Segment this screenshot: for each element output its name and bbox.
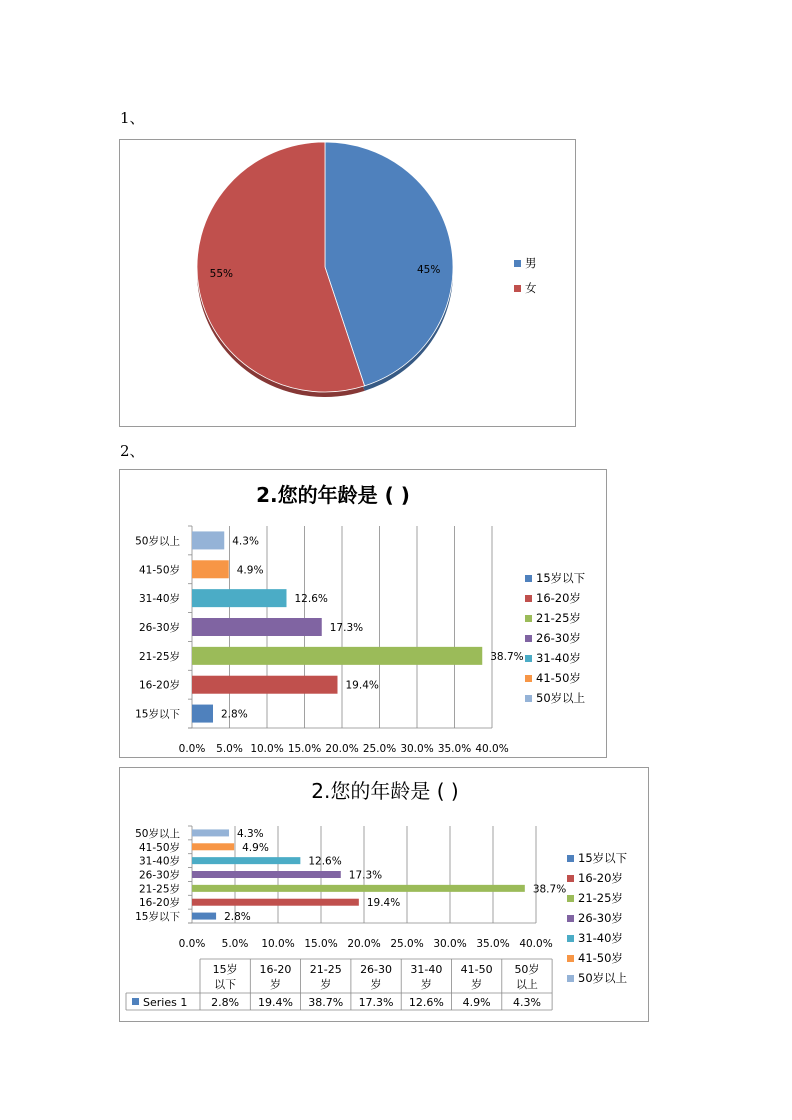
legend-label: 21-25岁 (578, 891, 623, 905)
legend-swatch (567, 895, 574, 902)
bar-31-40岁 (192, 857, 300, 864)
table-header: 岁 (320, 978, 332, 991)
x-tick-label: 5.0% (221, 938, 249, 950)
x-tick-label: 0.0% (178, 938, 206, 950)
legend-swatch (525, 695, 532, 702)
table-cell: 17.3% (358, 996, 394, 1009)
bar-data-label: 38.7% (532, 883, 567, 896)
legend-label: 26-30岁 (578, 911, 623, 925)
bar-15岁以下 (192, 913, 216, 920)
bar-data-label: 19.4% (345, 679, 379, 692)
table-header: 31-40 (410, 963, 443, 976)
x-tick-label: 10.0% (261, 938, 295, 950)
legend-label: 16-20岁 (578, 871, 623, 885)
table-cell: 4.9% (462, 996, 491, 1009)
bar-data-label: 2.8% (224, 911, 251, 924)
x-tick-label: 40.0% (475, 743, 509, 755)
bar-15岁以下 (192, 705, 213, 723)
bar-data-label: 4.3% (236, 827, 264, 840)
x-tick-label: 35.0% (437, 743, 472, 755)
bar-21-25岁 (192, 647, 482, 665)
bar-data-label: 4.9% (236, 564, 264, 577)
legend-label: 15岁以下 (536, 571, 586, 585)
table-cell: 12.6% (408, 996, 444, 1009)
table-header: 15岁 (212, 963, 238, 976)
table-cell: 19.4% (257, 996, 293, 1009)
legend-label: 15岁以下 (578, 851, 628, 865)
legend-label: 41-50岁 (578, 951, 623, 965)
table-header: 岁 (269, 978, 281, 991)
legend-label: 21-25岁 (536, 611, 581, 625)
x-tick-label: 35.0% (476, 938, 510, 950)
y-tick-label: 31-40岁 (138, 593, 180, 606)
bar-50岁以上 (192, 829, 229, 836)
legend-swatch (567, 855, 574, 862)
bar-data-label: 4.3% (232, 535, 259, 548)
x-tick-label: 25.0% (362, 743, 397, 755)
legend-swatch (525, 635, 532, 642)
chart-title: 2.您的年龄是 ( ) (256, 483, 410, 507)
bar-chart-2-frame (119, 767, 649, 1022)
x-tick-label: 10.0% (250, 743, 284, 755)
legend-label: 31-40岁 (536, 651, 581, 665)
bar-50岁以上 (192, 531, 224, 549)
legend-swatch (567, 915, 574, 922)
bar-data-label: 17.3% (329, 622, 364, 634)
y-tick-label: 41-50岁 (138, 564, 180, 577)
bar-data-label: 38.7% (490, 650, 524, 663)
bar-chart-1-frame (119, 469, 607, 758)
bar-21-25岁 (192, 885, 525, 892)
legend-swatch (525, 615, 532, 622)
section-number-1: 1、 (120, 109, 145, 127)
bar-26-30岁 (192, 618, 322, 636)
x-tick-label: 20.0% (347, 938, 381, 950)
x-tick-label: 30.0% (433, 938, 467, 950)
y-tick-label: 21-25岁 (138, 883, 180, 896)
bar-data-label: 12.6% (308, 855, 342, 868)
bar-26-30岁 (192, 871, 341, 878)
y-tick-label: 26-30岁 (138, 622, 180, 634)
table-cell: 4.3% (512, 996, 541, 1009)
y-tick-label: 15岁以下 (135, 911, 180, 924)
bar-data-label: 2.8% (221, 708, 248, 721)
table-header: 16-20 (259, 963, 292, 976)
bar-chart-1 (120, 470, 608, 759)
bar-41-50岁 (192, 843, 234, 850)
legend-swatch (567, 935, 574, 942)
legend-swatch (525, 575, 532, 582)
legend-swatch (525, 595, 532, 602)
legend-swatch (525, 675, 532, 682)
x-tick-label: 15.0% (287, 743, 322, 755)
table-header: 21-25 (309, 963, 342, 976)
bar-31-40岁 (192, 589, 287, 607)
bar-41-50岁 (192, 560, 229, 578)
x-tick-label: 15.0% (304, 938, 338, 950)
legend-label: 50岁以上 (536, 691, 586, 705)
legend-label: 女 (525, 281, 537, 295)
y-tick-label: 50岁以上 (135, 535, 180, 548)
legend-swatch (567, 955, 574, 962)
legend-label: 50岁以上 (578, 971, 628, 985)
pie-data-label: 55% (209, 267, 234, 280)
bar-16-20岁 (192, 676, 338, 694)
legend-swatch (514, 285, 521, 292)
y-tick-label: 50岁以上 (135, 827, 180, 840)
legend-label: 16-20岁 (536, 591, 581, 605)
x-tick-label: 25.0% (390, 938, 424, 950)
y-tick-label: 16-20岁 (138, 679, 180, 692)
x-tick-label: 40.0% (519, 938, 553, 950)
table-header: 岁 (370, 978, 382, 991)
table-series-name: Series 1 (143, 996, 188, 1009)
section-number-2: 2、 (120, 442, 145, 460)
table-header: 50岁 (514, 963, 540, 976)
y-tick-label: 16-20岁 (138, 897, 180, 910)
table-series-swatch (132, 998, 139, 1005)
y-tick-label: 21-25岁 (138, 650, 180, 663)
bar-chart-2 (120, 768, 650, 1023)
table-header: 岁 (471, 978, 483, 991)
table-header: 以下 (214, 978, 237, 991)
pie-data-label: 45% (416, 264, 441, 277)
legend-label: 男 (525, 256, 537, 270)
legend-swatch (514, 260, 521, 267)
x-tick-label: 5.0% (216, 743, 243, 755)
y-tick-label: 31-40岁 (138, 855, 180, 868)
x-tick-label: 20.0% (325, 743, 359, 755)
table-header: 41-50 (460, 963, 493, 976)
pie-chart-frame (119, 139, 576, 427)
legend-label: 31-40岁 (578, 931, 623, 945)
table-header: 岁 (420, 978, 432, 991)
bar-data-label: 17.3% (348, 869, 383, 882)
bar-data-label: 4.9% (242, 841, 269, 854)
bar-data-label: 12.6% (294, 593, 328, 606)
x-tick-label: 30.0% (400, 743, 434, 755)
pie-chart (120, 140, 577, 428)
chart-title: 2.您的年龄是 ( ) (311, 779, 459, 803)
y-tick-label: 41-50岁 (138, 841, 180, 854)
legend-label: 41-50岁 (536, 671, 581, 685)
table-cell: 2.8% (211, 996, 240, 1009)
legend-swatch (525, 655, 532, 662)
bar-data-label: 19.4% (366, 897, 401, 910)
legend-swatch (567, 875, 574, 882)
table-header: 26-30 (360, 963, 393, 976)
legend-label: 26-30岁 (536, 631, 581, 645)
y-tick-label: 26-30岁 (138, 869, 180, 882)
legend-swatch (567, 975, 574, 982)
y-tick-label: 15岁以下 (135, 708, 180, 721)
table-cell: 38.7% (308, 996, 344, 1009)
x-tick-label: 0.0% (178, 743, 206, 755)
bar-16-20岁 (192, 899, 359, 906)
table-header: 以上 (515, 978, 538, 991)
